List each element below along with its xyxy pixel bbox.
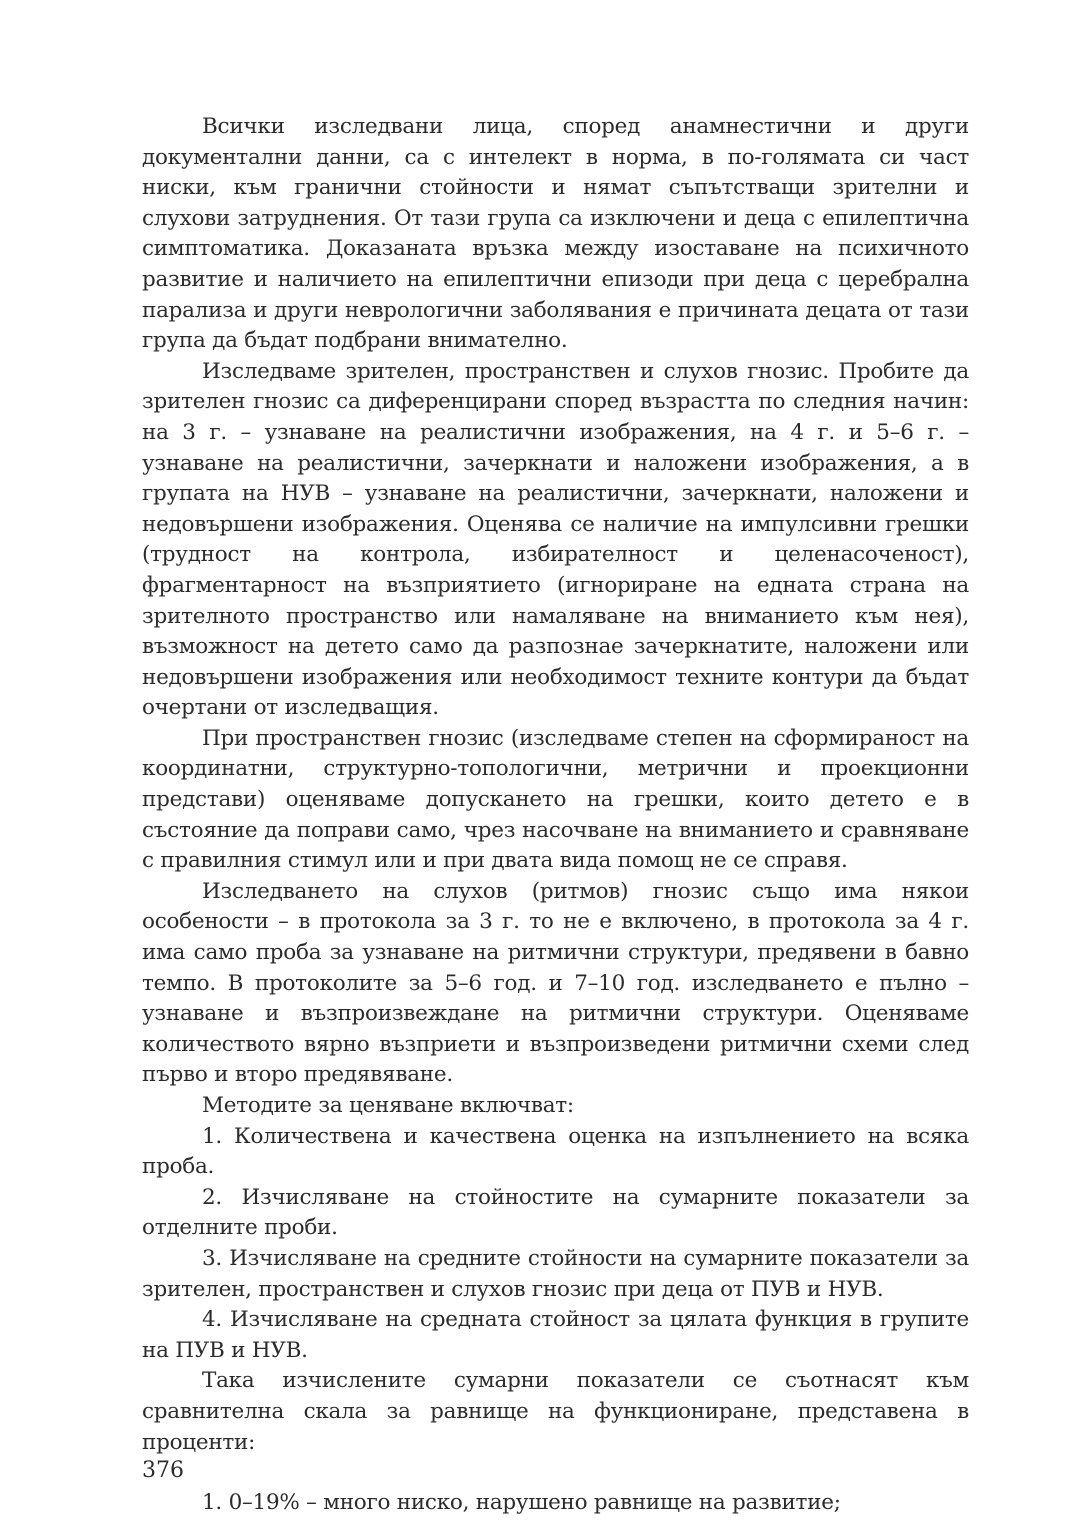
page-body (142, 112, 969, 1519)
paragraph-scale-intro: Така изчислените сумарни показатели се съотнасят към сравнителна скала за равнище на функциониране, представена в проценти: (142, 1368, 969, 1455)
scale-list-item-1: 1. 0–19% – много ниско, нарушено равнище на развитие; (202, 1490, 841, 1516)
methods-list-item-4: 4. Изчисляване на средната стойност за цялата функция в групите на ПУВ и НУВ. (142, 1307, 969, 1363)
page-number: 376 (142, 1458, 184, 1483)
paragraph-methods-intro: Методите за ценяване включват: (202, 1093, 574, 1118)
methods-list-item-3: 3. Изчисляване на средните стойности на сумарните показатели за зрителен, пространствен и слухов гнозис при деца от ПУВ и НУВ. (142, 1245, 969, 1302)
paragraph-gnosis-visual: Изследваме зрителен, пространствен и слухов гнозис. Пробите да зрителен гнозис са диференцирани според възрастта по следния начин: на 3 г. – узнаване на реалистични изображения, на 4 г. и 5–6 г. – узнаване на реалистични, зачеркнати и наложени изображения, а в групата на НУВ – узнаване на реалистични, зачеркнати, наложени и недовършени изображения. Оценява се наличие на импулсивни грешки (трудност на контрола, избирателност и целенасоченост), фрагментарност на възприятието (игнориране на едната страна на зрителното пространство или намаляване на вниманието към нея), възможност на детето само да разпознае зачеркнатите, наложени или недовършени изображения или необходимост техните контури да бъдат очертани от изследващия. (142, 358, 969, 721)
paragraph-subjects: Всички изследвани лица, според анамнестични и други документални данни, са с интелект в норма, в по-голямата си част ниски, към гранични стойности и нямат съпътстващи зрителни и слухови затруднения. От тази група са изключени и деца с епилептична симптоматика. Доказаната връзка между изоставане на психичното развитие и наличието на епилептични епизоди при деца с церебрална парализа и други неврологични заболявания е причината децата от тази група да бъдат подбрани внимателно. (142, 114, 969, 354)
methods-list-item-1: 1. Количествена и качествена оценка на изпълнението на всяка проба. (142, 1123, 969, 1180)
methods-list-item-2: 2. Изчисляване на стойностите на сумарните показатели за отделните проби. (142, 1184, 969, 1241)
paragraph-gnosis-auditory: Изследването на слухов (ритмов) гнозис също има някои особености – в протокола за 3 г. то не е включено, в протокола за 4 г. има само проба за узнаване на ритмични структури, предявени в бавно темпо. В протоколите за 5–6 год. и 7–10 год. изследването е пълно – узнаване и възпроизвеждане на ритмични структури. Оценяваме количеството вярно възприети и възпроизведени ритмични схеми след първо и второ предявяване. (142, 878, 969, 1088)
paragraph-gnosis-spatial: При пространствен гнозис (изследваме степен на сформираност на координатни, структурно-топологични, метрични и проекционни представи) оценяваме допускането на грешки, които детето е в състояние да поправи само, чрез насочване на вниманието и сравняване с правилния стимул или и при двата вида помощ не се справя. (142, 725, 969, 874)
